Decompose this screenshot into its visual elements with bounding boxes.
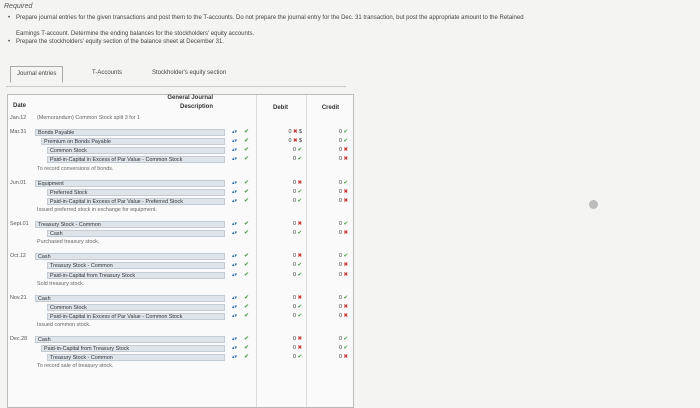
dropdown-arrow-icon[interactable]: ▴▾ xyxy=(232,156,238,163)
credit-input[interactable]: 0 ✔ xyxy=(338,129,348,136)
row-memo: (Memorandum) Common Stock split 3 for 1 xyxy=(37,115,141,121)
check-icon: ✔ xyxy=(244,312,250,319)
journal-row xyxy=(8,345,353,352)
check-icon: ✔ xyxy=(244,336,250,343)
account-select[interactable]: Cash xyxy=(35,295,225,302)
debit-input[interactable]: 0 ✖ $ xyxy=(288,138,302,145)
tab-stockholders-equity[interactable]: Stockholder's equity section xyxy=(152,70,227,76)
row-date: Jun.01 xyxy=(10,179,27,186)
instruction-2: • Prepare the stockholders' equity section of the balance sheet at December 31. xyxy=(8,39,224,45)
account-select[interactable]: Paid-in-Capital in Excess of Par Value - Preferred Stock xyxy=(47,198,225,205)
row-memo: Issued preferred stock in exchange for equipment. xyxy=(37,206,157,213)
journal-row xyxy=(8,198,353,205)
journal-row xyxy=(8,147,353,154)
journal-row xyxy=(8,322,353,329)
account-select[interactable]: Treasury Stock - Common xyxy=(47,354,225,361)
journal-row xyxy=(8,336,353,343)
row-memo: To record sale of treasury stock. xyxy=(37,363,114,370)
debit-header: Debit xyxy=(273,105,288,111)
row-date: Nov.21 xyxy=(10,294,27,301)
check-icon: ✔ xyxy=(244,156,250,163)
description-header: Description xyxy=(179,104,213,110)
instruction-1: • Prepare journal entries for the given transactions and post them to the T-accounts. Do not prepare the journal entry for the Dec. 31 transaction, but post the appropriate amount to the Retained xyxy=(8,15,524,21)
journal-title: General Journal xyxy=(167,95,213,101)
check-icon: ✔ xyxy=(244,345,250,352)
debit-input[interactable]: 0 ✔ xyxy=(292,188,302,195)
credit-input[interactable]: 0 ✖ xyxy=(338,354,348,361)
debit-input[interactable]: 0 ✖ xyxy=(292,294,302,301)
journal-row xyxy=(8,207,353,214)
journal-row xyxy=(8,313,353,320)
account-select[interactable]: Bonds Payable xyxy=(35,129,225,136)
debit-input[interactable]: 0 ✔ xyxy=(292,354,302,361)
journal-row xyxy=(8,189,353,196)
debit-input[interactable]: 0 ✖ xyxy=(292,253,302,260)
account-select[interactable]: Cash xyxy=(47,230,225,237)
check-icon: ✔ xyxy=(244,230,250,237)
dropdown-arrow-icon[interactable]: ▴▾ xyxy=(232,129,238,136)
row-memo: Issued common stock. xyxy=(37,322,91,328)
credit-input[interactable]: 0 ✔ xyxy=(338,179,348,186)
check-icon: ✔ xyxy=(244,271,250,278)
debit-input[interactable]: 0 ✔ xyxy=(292,197,302,204)
check-icon: ✔ xyxy=(244,253,250,260)
debit-input[interactable]: 0 ✔ xyxy=(292,303,302,310)
credit-input[interactable]: 0 ✖ xyxy=(338,303,348,310)
debit-input[interactable]: 0 ✔ xyxy=(292,230,302,237)
credit-input[interactable]: 0 ✔ xyxy=(338,294,348,301)
dropdown-arrow-icon[interactable]: ▴▾ xyxy=(232,147,238,154)
check-icon: ✔ xyxy=(244,188,250,195)
journal-row xyxy=(8,304,353,311)
loading-dot-icon xyxy=(589,200,598,209)
account-select[interactable]: Paid-in-Capital in Excess of Par Value - Common Stock xyxy=(47,156,225,163)
dropdown-arrow-icon[interactable]: ▴▾ xyxy=(232,336,238,343)
dropdown-arrow-icon[interactable]: ▴▾ xyxy=(232,271,238,278)
required-label: Required xyxy=(4,3,33,10)
check-icon: ✔ xyxy=(244,262,250,269)
check-icon: ✔ xyxy=(244,147,250,154)
row-memo: Sold treasury stock. xyxy=(37,280,85,287)
journal-row xyxy=(8,230,353,237)
credit-input[interactable]: 0 ✔ xyxy=(338,221,348,227)
dropdown-arrow-icon[interactable]: ▴▾ xyxy=(232,179,238,186)
credit-input[interactable]: 0 ✖ xyxy=(338,271,348,278)
journal-row xyxy=(8,281,353,288)
tab-journal-entries[interactable]: Journal entries xyxy=(10,66,63,83)
check-icon: ✔ xyxy=(244,197,250,204)
credit-input[interactable]: 0 ✖ xyxy=(338,312,348,319)
check-icon: ✔ xyxy=(244,294,250,301)
journal-row xyxy=(8,253,353,260)
check-icon: ✔ xyxy=(244,179,250,186)
account-select[interactable]: Cash xyxy=(35,336,225,343)
dropdown-arrow-icon[interactable]: ▴▾ xyxy=(232,312,238,319)
dropdown-arrow-icon[interactable]: ▴▾ xyxy=(232,230,238,237)
account-select[interactable]: Treasury Stock - Common xyxy=(35,221,225,228)
dropdown-arrow-icon[interactable]: ▴▾ xyxy=(232,303,238,310)
journal-row xyxy=(8,156,353,163)
row-date: Mar.31 xyxy=(10,129,27,136)
credit-header: Credit xyxy=(321,105,340,111)
account-select[interactable]: Cash xyxy=(35,253,225,260)
account-select[interactable]: Paid-in-Capital from Treasury Stock xyxy=(41,345,225,352)
row-date: Dec.28 xyxy=(10,336,28,343)
journal-row xyxy=(8,262,353,269)
account-select[interactable]: Common Stock xyxy=(47,304,225,311)
debit-input[interactable]: 0 ✔ xyxy=(292,262,302,269)
debit-input[interactable]: 0 ✖ xyxy=(292,336,302,343)
journal-row xyxy=(8,221,353,228)
journal-table xyxy=(7,94,354,408)
journal-row xyxy=(8,115,353,122)
journal-row xyxy=(8,354,353,361)
account-select[interactable]: Premium on Bonds Payable xyxy=(41,138,225,145)
check-icon: ✔ xyxy=(244,129,250,136)
journal-row xyxy=(8,129,353,136)
account-select[interactable]: Treasury Stock - Common xyxy=(47,262,225,269)
debit-input[interactable]: 0 ✔ xyxy=(292,271,302,278)
journal-row xyxy=(8,295,353,302)
debit-input[interactable]: 0 ✖ xyxy=(292,179,302,186)
credit-input[interactable]: 0 ✖ xyxy=(338,147,348,154)
journal-row xyxy=(8,138,353,145)
journal-row xyxy=(8,180,353,187)
dropdown-arrow-icon[interactable]: ▴▾ xyxy=(232,354,238,361)
dropdown-arrow-icon[interactable]: ▴▾ xyxy=(232,197,238,204)
check-icon: ✔ xyxy=(244,138,250,145)
tab-t-accounts[interactable]: T-Accounts xyxy=(92,70,123,76)
debit-input[interactable]: 0 ✔ xyxy=(292,312,302,319)
row-date: Oct.12 xyxy=(10,253,26,260)
credit-input[interactable]: 0 ✖ xyxy=(338,262,348,269)
debit-input[interactable]: 0 ✔ xyxy=(292,156,302,163)
journal-row xyxy=(8,239,353,246)
credit-input[interactable]: 0 ✖ xyxy=(338,188,348,195)
account-select[interactable]: Paid-in-Capital from Treasury Stock xyxy=(47,272,225,279)
check-icon: ✔ xyxy=(244,221,250,227)
journal-row xyxy=(8,272,353,279)
instruction-1-cont: Earnings T-account. Determine the ending balances for the stockholders' equity accounts. xyxy=(16,31,255,37)
account-select[interactable]: Paid-in-Capital in Excess of Par Value - Common Stock xyxy=(47,313,225,320)
credit-input[interactable]: 0 ✔ xyxy=(338,138,348,145)
dropdown-arrow-icon[interactable]: ▴▾ xyxy=(232,221,238,227)
check-icon: ✔ xyxy=(244,354,250,361)
credit-input[interactable]: 0 ✖ xyxy=(338,230,348,237)
credit-input[interactable]: 0 ✔ xyxy=(338,345,348,352)
debit-input[interactable]: 0 ✔ xyxy=(292,147,302,154)
dropdown-arrow-icon[interactable]: ▴▾ xyxy=(232,294,238,301)
row-memo: Purchased treasury stock. xyxy=(37,239,100,246)
credit-input[interactable]: 0 ✔ xyxy=(338,336,348,343)
dropdown-arrow-icon[interactable]: ▴▾ xyxy=(232,262,238,269)
credit-input[interactable]: 0 ✖ xyxy=(338,197,348,204)
check-icon: ✔ xyxy=(244,303,250,310)
debit-input[interactable]: 0 ✖ xyxy=(292,345,302,352)
account-select[interactable]: Preferred Stock xyxy=(47,189,225,196)
tab-bar xyxy=(6,64,346,87)
row-date: Jan.12 xyxy=(10,115,27,121)
row-date: Sept.01 xyxy=(10,221,29,227)
credit-input[interactable]: 0 ✔ xyxy=(338,253,348,260)
dropdown-arrow-icon[interactable]: ▴▾ xyxy=(232,345,238,352)
account-select[interactable]: Equipment xyxy=(35,180,225,187)
date-header: Date xyxy=(13,103,27,109)
credit-input[interactable]: 0 ✖ xyxy=(338,156,348,163)
journal-row xyxy=(8,363,353,370)
row-memo: To record conversions of bonds. xyxy=(37,165,114,172)
dropdown-arrow-icon[interactable]: ▴▾ xyxy=(232,253,238,260)
dropdown-arrow-icon[interactable]: ▴▾ xyxy=(232,138,238,145)
dropdown-arrow-icon[interactable]: ▴▾ xyxy=(232,188,238,195)
debit-input[interactable]: 0 ✖ $ xyxy=(288,129,302,136)
debit-input[interactable]: 0 ✖ xyxy=(292,221,302,227)
journal-row xyxy=(8,166,353,173)
account-select[interactable]: Common Stock xyxy=(47,147,225,154)
